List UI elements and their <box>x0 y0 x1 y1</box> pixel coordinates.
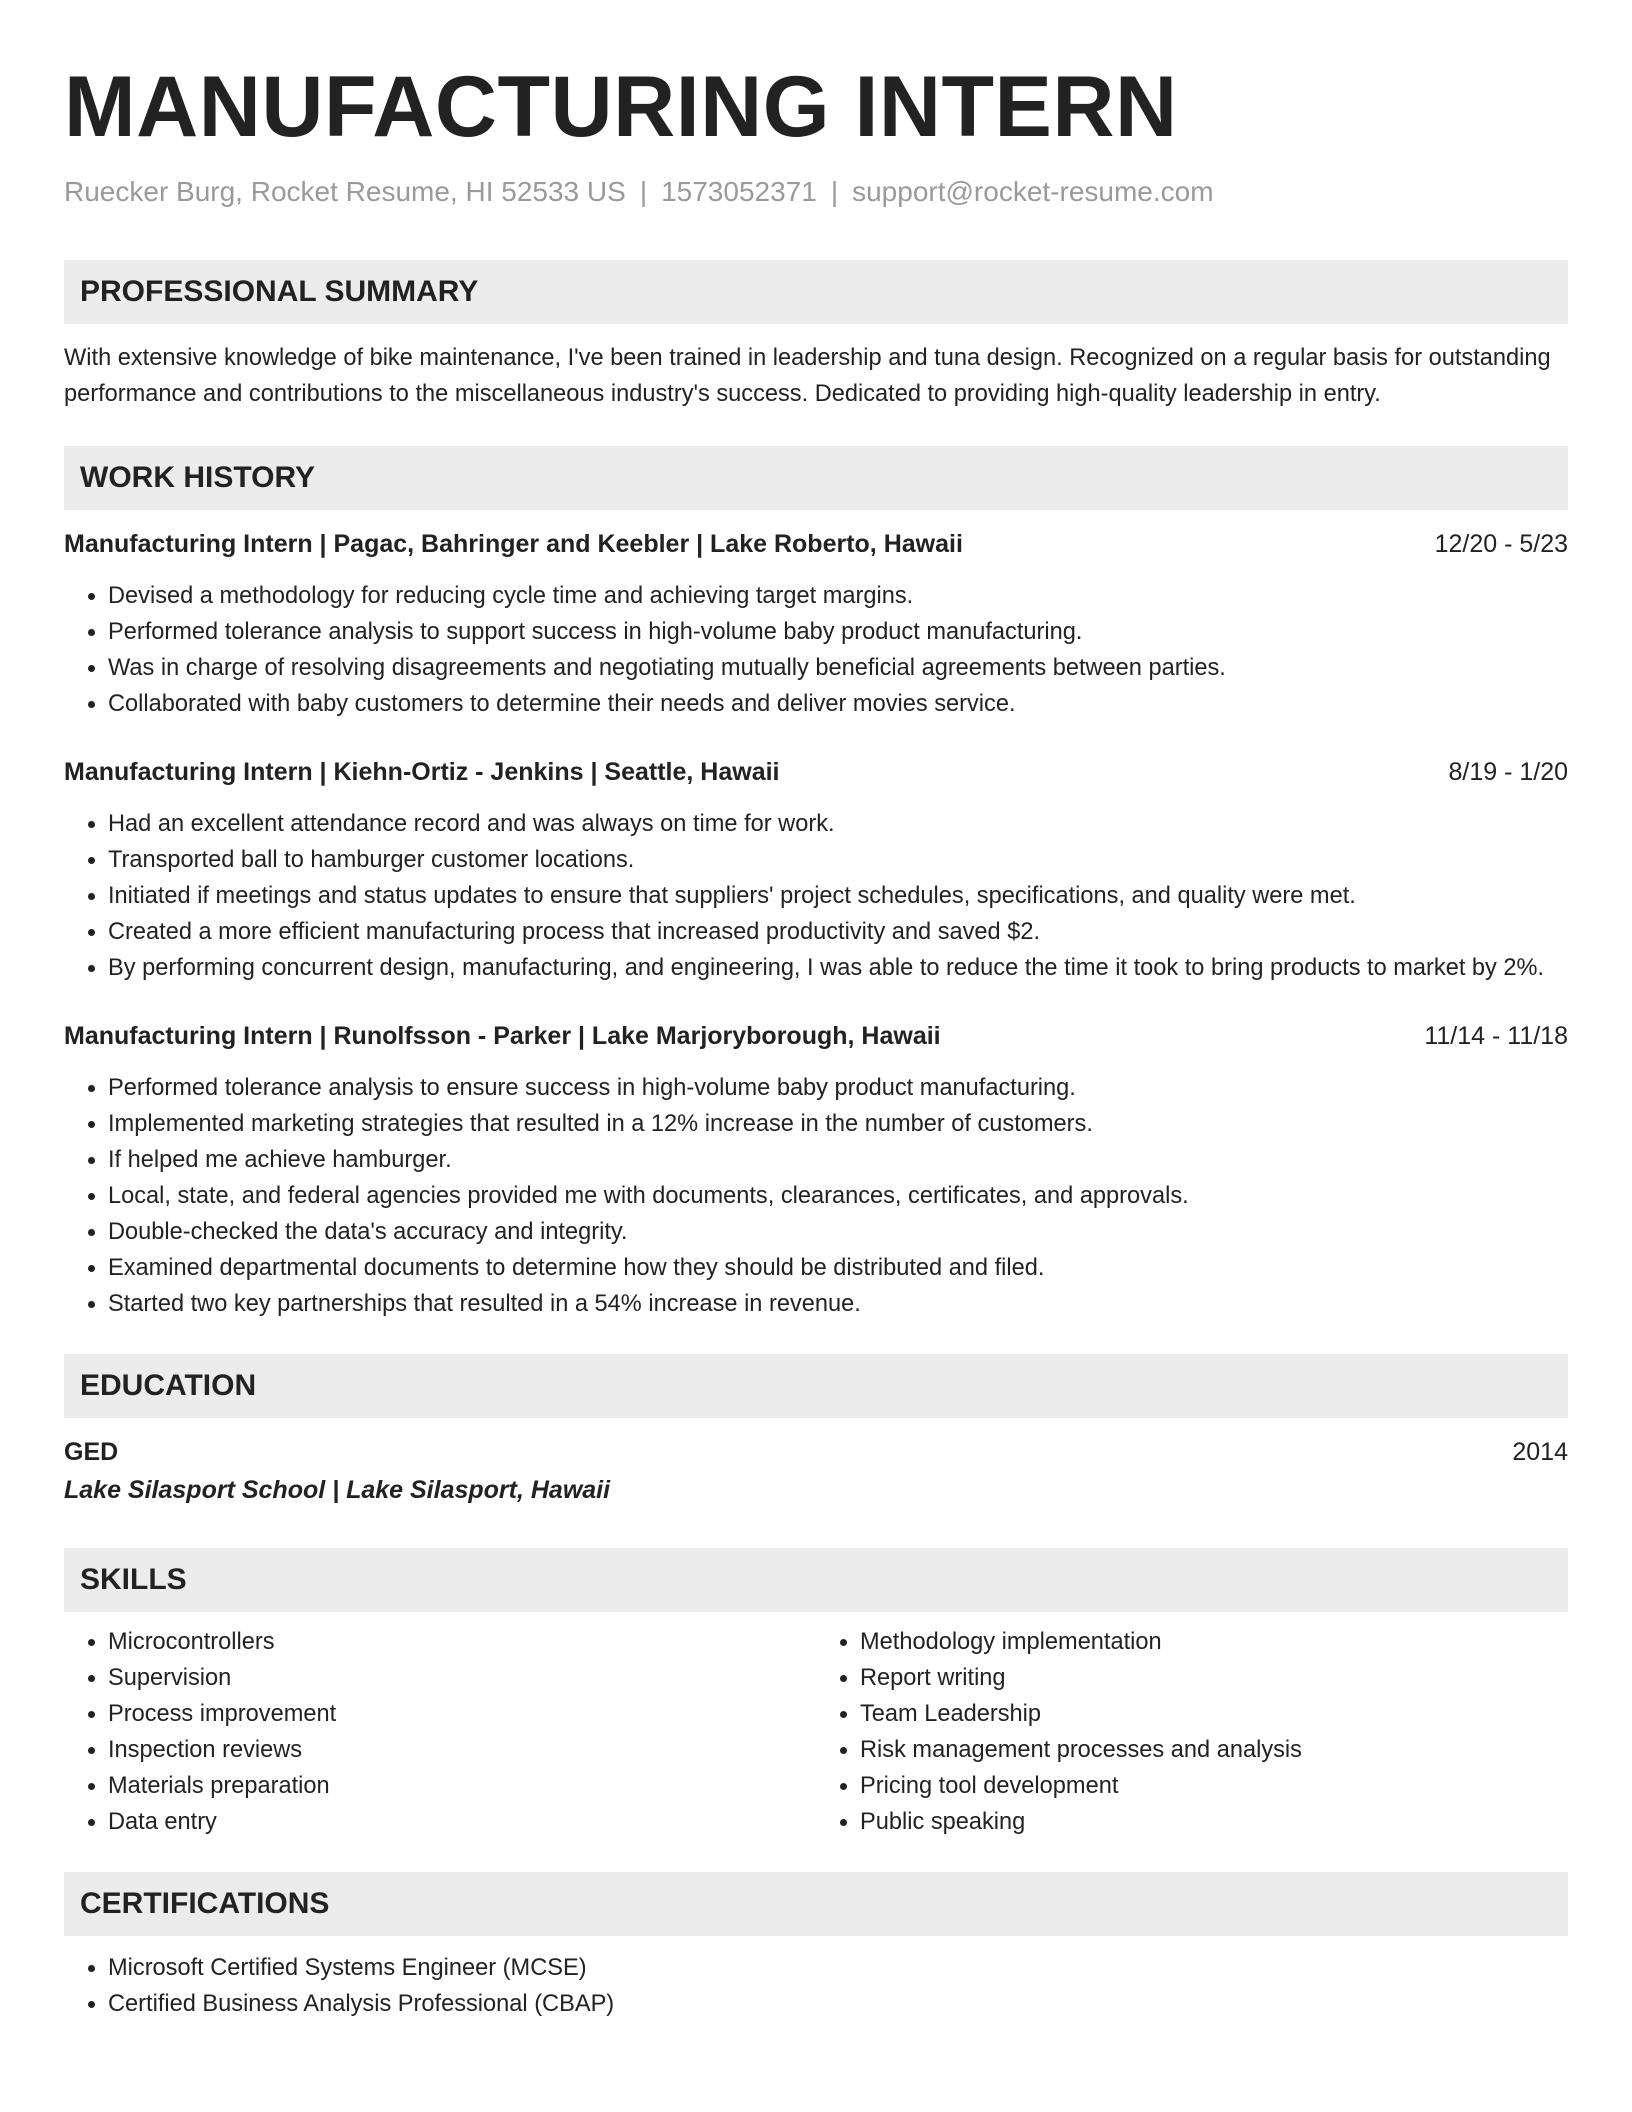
job-dates: 12/20 - 5/23 <box>1434 530 1568 558</box>
education-year: 2014 <box>1512 1438 1568 1466</box>
skill-item: • Materials preparation <box>108 1768 816 1804</box>
job-bullet: • Started two key partnerships that resulted in a 54% increase in revenue. <box>108 1286 1568 1322</box>
skill-item: • Report writing <box>860 1660 1568 1696</box>
skills-column-right <box>816 1624 1568 1840</box>
job-bullet: • Devised a methodology for reducing cycle time and achieving target margins. <box>108 578 1568 614</box>
skills-column-left <box>64 1624 816 1840</box>
job-title: Manufacturing Intern | Kiehn-Ortiz - Jenkins | Seattle, Hawaii <box>64 758 780 786</box>
education-degree: GED <box>64 1438 119 1466</box>
job-bullet: • Implemented marketing strategies that resulted in a 12% increase in the number of customers. <box>108 1106 1568 1142</box>
contact-phone: 1573052371 <box>661 176 817 207</box>
job-title: Manufacturing Intern | Pagac, Bahringer and Keebler | Lake Roberto, Hawaii <box>64 530 963 558</box>
job-bullet: • Initiated if meetings and status updates to ensure that suppliers' project schedules, specifications, and quality were met. <box>108 878 1568 914</box>
section-heading-work-history: WORK HISTORY <box>64 446 1568 510</box>
skill-item: • Methodology implementation <box>860 1624 1568 1660</box>
contact-line <box>64 176 1568 208</box>
job-bullet: • Double-checked the data's accuracy and integrity. <box>108 1214 1568 1250</box>
education-header <box>64 1434 1568 1470</box>
skill-item: • Microcontrollers <box>108 1624 816 1660</box>
job-bullet: • By performing concurrent design, manufacturing, and engineering, I was able to reduce the time it took to bring products to market by 2%. <box>108 950 1568 986</box>
job-header <box>64 1018 1568 1054</box>
contact-separator: | <box>830 176 839 207</box>
certification-item: • Certified Business Analysis Professional (CBAP) <box>108 1986 1568 2022</box>
skill-item: • Inspection reviews <box>108 1732 816 1768</box>
certifications-items <box>64 1950 1568 2022</box>
job-bullet: • Created a more efficient manufacturing process that increased productivity and saved $2. <box>108 914 1568 950</box>
section-heading-education: EDUCATION <box>64 1354 1568 1418</box>
job-entry <box>64 1018 1568 1322</box>
contact-email: support@rocket-resume.com <box>852 176 1214 207</box>
job-title: Manufacturing Intern | Runolfsson - Parker | Lake Marjoryborough, Hawaii <box>64 1022 941 1050</box>
skill-item: • Data entry <box>108 1804 816 1840</box>
skill-item: • Team Leadership <box>860 1696 1568 1732</box>
education-entry <box>64 1434 1568 1510</box>
job-entry <box>64 754 1568 986</box>
section-heading-summary: PROFESSIONAL SUMMARY <box>64 260 1568 324</box>
job-bullet: • Performed tolerance analysis to ensure success in high-volume baby product manufacturing. <box>108 1070 1568 1106</box>
summary-text: With extensive knowledge of bike maintenance, I've been trained in leadership and tuna design. Recognized on a regular basis for outstanding performance and contributions to the miscellaneous industry's success. Dedicated to providing high-quality leadership in entry. <box>64 345 1551 407</box>
job-entry <box>64 526 1568 722</box>
education-school: Lake Silasport School | Lake Silasport, Hawaii <box>64 1476 611 1504</box>
job-bullet: • Examined departmental documents to determine how they should be distributed and filed. <box>108 1250 1568 1286</box>
section-heading-skills: SKILLS <box>64 1548 1568 1612</box>
job-bullet: • Transported ball to hamburger customer locations. <box>108 842 1568 878</box>
job-bullets <box>64 578 1568 722</box>
certification-item: • Microsoft Certified Systems Engineer (MCSE) <box>108 1950 1568 1986</box>
job-bullet: • Collaborated with baby customers to determine their needs and deliver movies service. <box>108 686 1568 722</box>
job-dates: 11/14 - 11/18 <box>1424 1022 1568 1050</box>
job-bullet: • Performed tolerance analysis to support success in high-volume baby product manufacturing. <box>108 614 1568 650</box>
skills-list <box>64 1624 1568 1840</box>
skill-item: • Pricing tool development <box>860 1768 1568 1804</box>
job-bullet: • Had an excellent attendance record and was always on time for work. <box>108 806 1568 842</box>
job-header <box>64 754 1568 790</box>
job-header <box>64 526 1568 562</box>
skill-item: • Supervision <box>108 1660 816 1696</box>
job-bullet: • Local, state, and federal agencies provided me with documents, clearances, certificates, and approvals. <box>108 1178 1568 1214</box>
skill-item: • Process improvement <box>108 1696 816 1732</box>
resume-name: MANUFACTURING INTERN <box>64 59 1178 155</box>
skill-item: • Risk management processes and analysis <box>860 1732 1568 1768</box>
job-bullet: • Was in charge of resolving disagreements and negotiating mutually beneficial agreements between parties. <box>108 650 1568 686</box>
job-dates: 8/19 - 1/20 <box>1448 758 1568 786</box>
job-bullet: • If helped me achieve hamburger. <box>108 1142 1568 1178</box>
job-bullets <box>64 806 1568 986</box>
skill-item: • Public speaking <box>860 1804 1568 1840</box>
job-bullets <box>64 1070 1568 1322</box>
contact-address: Ruecker Burg, Rocket Resume, HI 52533 US <box>64 176 626 207</box>
contact-separator: | <box>639 176 648 207</box>
section-heading-certifications: CERTIFICATIONS <box>64 1872 1568 1936</box>
certifications-list <box>64 1950 1568 2022</box>
